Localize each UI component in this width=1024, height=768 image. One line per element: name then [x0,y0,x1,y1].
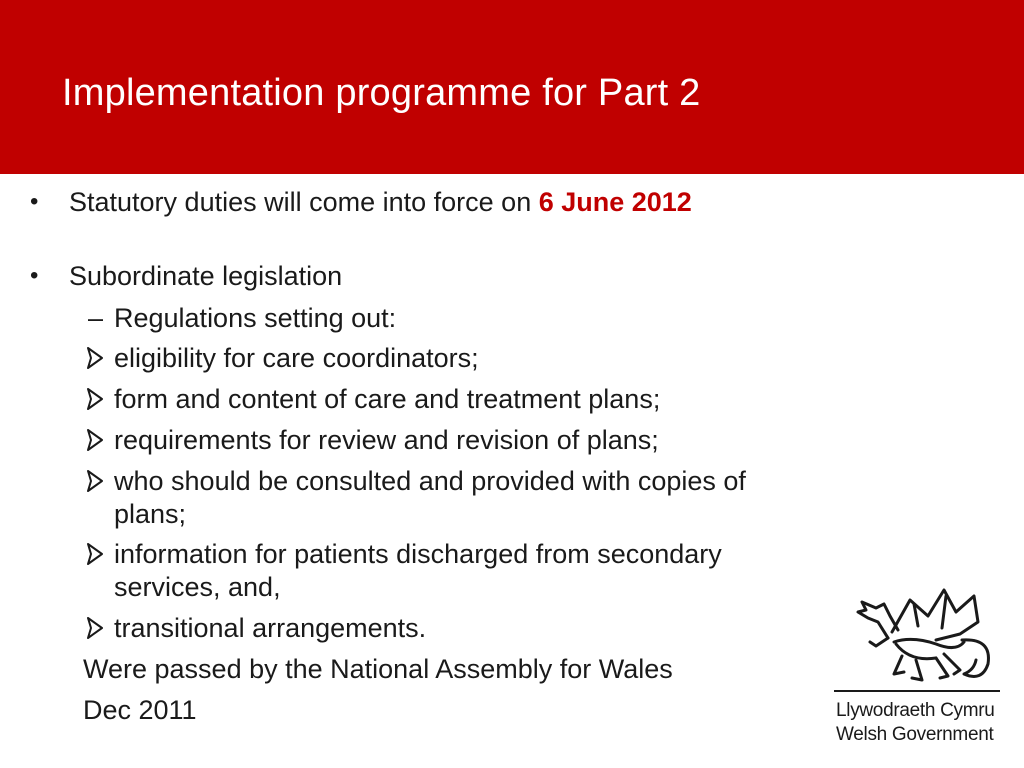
bullet-dot: • [30,188,39,215]
logo-text-welsh: Llywodraeth Cymru [836,700,995,721]
arrow-bullet-icon [82,541,108,567]
statutory-duties-text: Statutory duties will come into force on [69,187,539,217]
bullet-subordinate-legislation: Subordinate legislation [69,261,343,291]
list-item: requirements for review and revision of plans; [114,425,659,455]
list-item-continuation: plans; [114,499,187,529]
assembly-date: Dec 2011 [83,695,197,725]
commencement-date: 6 June 2012 [538,187,692,217]
welsh-dragon-logo-icon [832,582,1002,692]
list-item-continuation: services, and, [114,572,281,602]
arrow-bullet-icon [82,615,108,641]
arrow-bullet-icon [82,345,108,371]
logo-text-english: Welsh Government [836,724,994,745]
assembly-statement: Were passed by the National Assembly for Wales [83,654,673,684]
list-item: transitional arrangements. [114,613,427,643]
bullet-dot: • [30,262,39,289]
dash-marker: – [88,303,104,333]
list-item: eligibility for care coordinators; [114,343,479,373]
list-item: information for patients discharged from secondary [114,539,722,569]
list-item: form and content of care and treatment plans; [114,384,661,414]
sub-item-regulations: Regulations setting out: [114,303,397,333]
logo-divider [834,690,1000,692]
arrow-bullet-icon [82,427,108,453]
arrow-bullet-icon [82,386,108,412]
bullet-statutory-duties [69,186,692,218]
slide-title: Implementation programme for Part 2 [62,72,701,114]
list-item: who should be consulted and provided with copies of [114,466,746,496]
arrow-bullet-icon [82,468,108,494]
